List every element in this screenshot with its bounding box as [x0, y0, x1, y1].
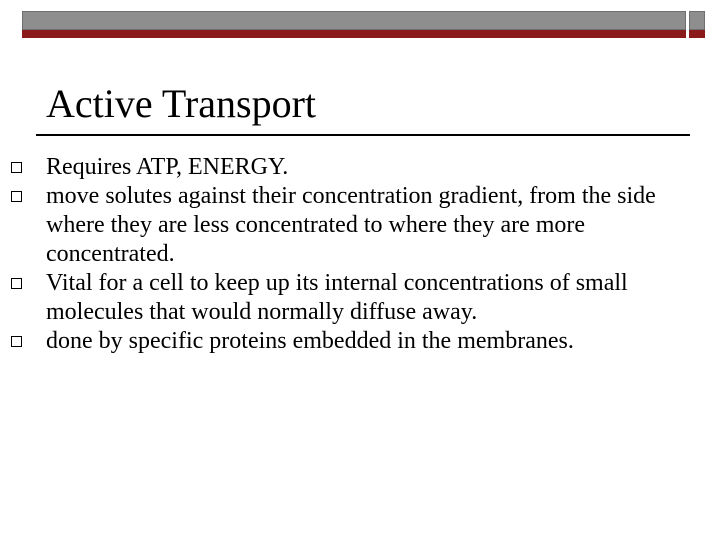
- header-decor-corner-top: [689, 11, 705, 30]
- list-item: [0, 153, 720, 182]
- header-decor-stripe: [22, 30, 686, 38]
- bullet-text: done by specific proteins embedded in the membranes.: [46, 328, 574, 354]
- hollow-square-icon: [11, 336, 22, 347]
- header-decor-corner-bottom: [689, 30, 705, 38]
- list-item: [0, 269, 720, 327]
- header-decor-bar: [22, 11, 686, 30]
- bullet-text: move solutes against their concentration gradient, from the side where they are less concentrated to where they are more concentrated.: [46, 183, 656, 267]
- bullet-text: Requires ATP, ENERGY.: [46, 154, 289, 180]
- bullet-text: Vital for a cell to keep up its internal concentrations of small molecules that would normally diffuse away.: [46, 270, 628, 325]
- list-item: [0, 182, 720, 269]
- bullet-list: [0, 153, 720, 356]
- title-divider: [36, 134, 690, 136]
- hollow-square-icon: [11, 278, 22, 289]
- list-item: [0, 327, 720, 356]
- slide-title: Active Transport: [46, 81, 316, 126]
- hollow-square-icon: [11, 162, 22, 173]
- hollow-square-icon: [11, 191, 22, 202]
